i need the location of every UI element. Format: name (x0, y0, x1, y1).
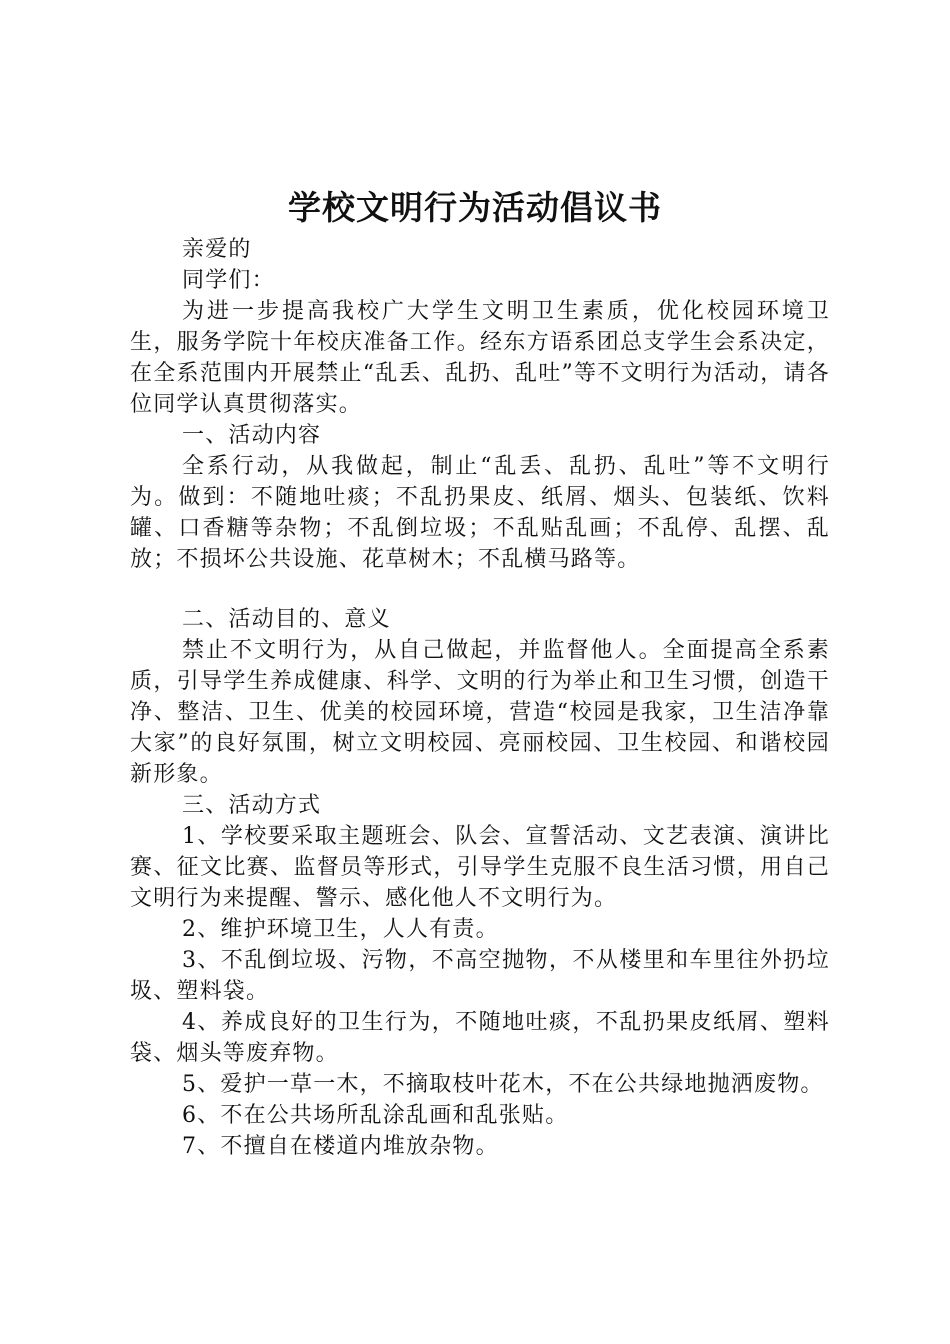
list-item: 5、爱护一草一木，不摘取枝叶花木，不在公共绿地抛洒废物。 (182, 1072, 824, 1097)
salutation-line-2: 同学们： (182, 268, 275, 293)
paragraph-gap (130, 575, 830, 604)
intro-paragraph: 为进一步提高我校广大学生文明卫生素质，优化校园环境卫生，服务学院十年校庆准备工作。经东方语系团总支学生会系决定，在全系范围内开展禁止“乱丢、乱扔、乱吐”等不文明行为活动，请各位同学认真贯彻落实。 (130, 299, 830, 417)
document-title: 学校文明行为活动倡议书 (288, 188, 662, 227)
section-heading-purpose: 二、活动目的、意义 (182, 607, 391, 632)
section-paragraph-purpose: 禁止不文明行为，从自己做起，并监督他人。全面提高全系素质，引导学生养成健康、科学、文明的行为举止和卫生习惯，创造干净、整洁、卫生、优美的校园环境，营造“校园是我家，卫生洁净靠大家”的良好氛围，树立文明校园、亮丽校园、卫生校园、和谐校园新形象。 (130, 638, 830, 787)
section-heading-content: 一、活动内容 (182, 423, 322, 448)
list-item: 7、不擅自在楼道内堆放杂物。 (182, 1134, 499, 1159)
list-item: 4、养成良好的卫生行为，不随地吐痰，不乱扔果皮纸屑、塑料袋、烟头等废弃物。 (130, 1010, 830, 1066)
document-body (130, 234, 830, 1162)
list-item: 6、不在公共场所乱涂乱画和乱张贴。 (182, 1103, 569, 1128)
list-item: 1、学校要采取主题班会、队会、宣誓活动、文艺表演、演讲比赛、征文比赛、监督员等形式，引导学生克服不良生活习惯，用自己文明行为来提醒、警示、感化他人不文明行为。 (130, 824, 830, 911)
salutation-line-1: 亲爱的 (182, 237, 252, 262)
section-paragraph-content: 全系行动，从我做起，制止“乱丢、乱扔、乱吐”等不文明行为。做到：不随地吐痰；不乱扔果皮、纸屑、烟头、包装纸、饮料罐、口香糖等杂物；不乱倒垃圾；不乱贴乱画；不乱停、乱摆、乱放；不损坏公共设施、花草树木；不乱横马路等。 (130, 454, 830, 572)
list-item: 2、维护环境卫生，人人有责。 (182, 917, 499, 942)
list-item: 3、不乱倒垃圾、污物，不高空抛物，不从楼里和车里往外扔垃圾、塑料袋。 (130, 948, 830, 1004)
section-heading-methods: 三、活动方式 (182, 793, 322, 818)
